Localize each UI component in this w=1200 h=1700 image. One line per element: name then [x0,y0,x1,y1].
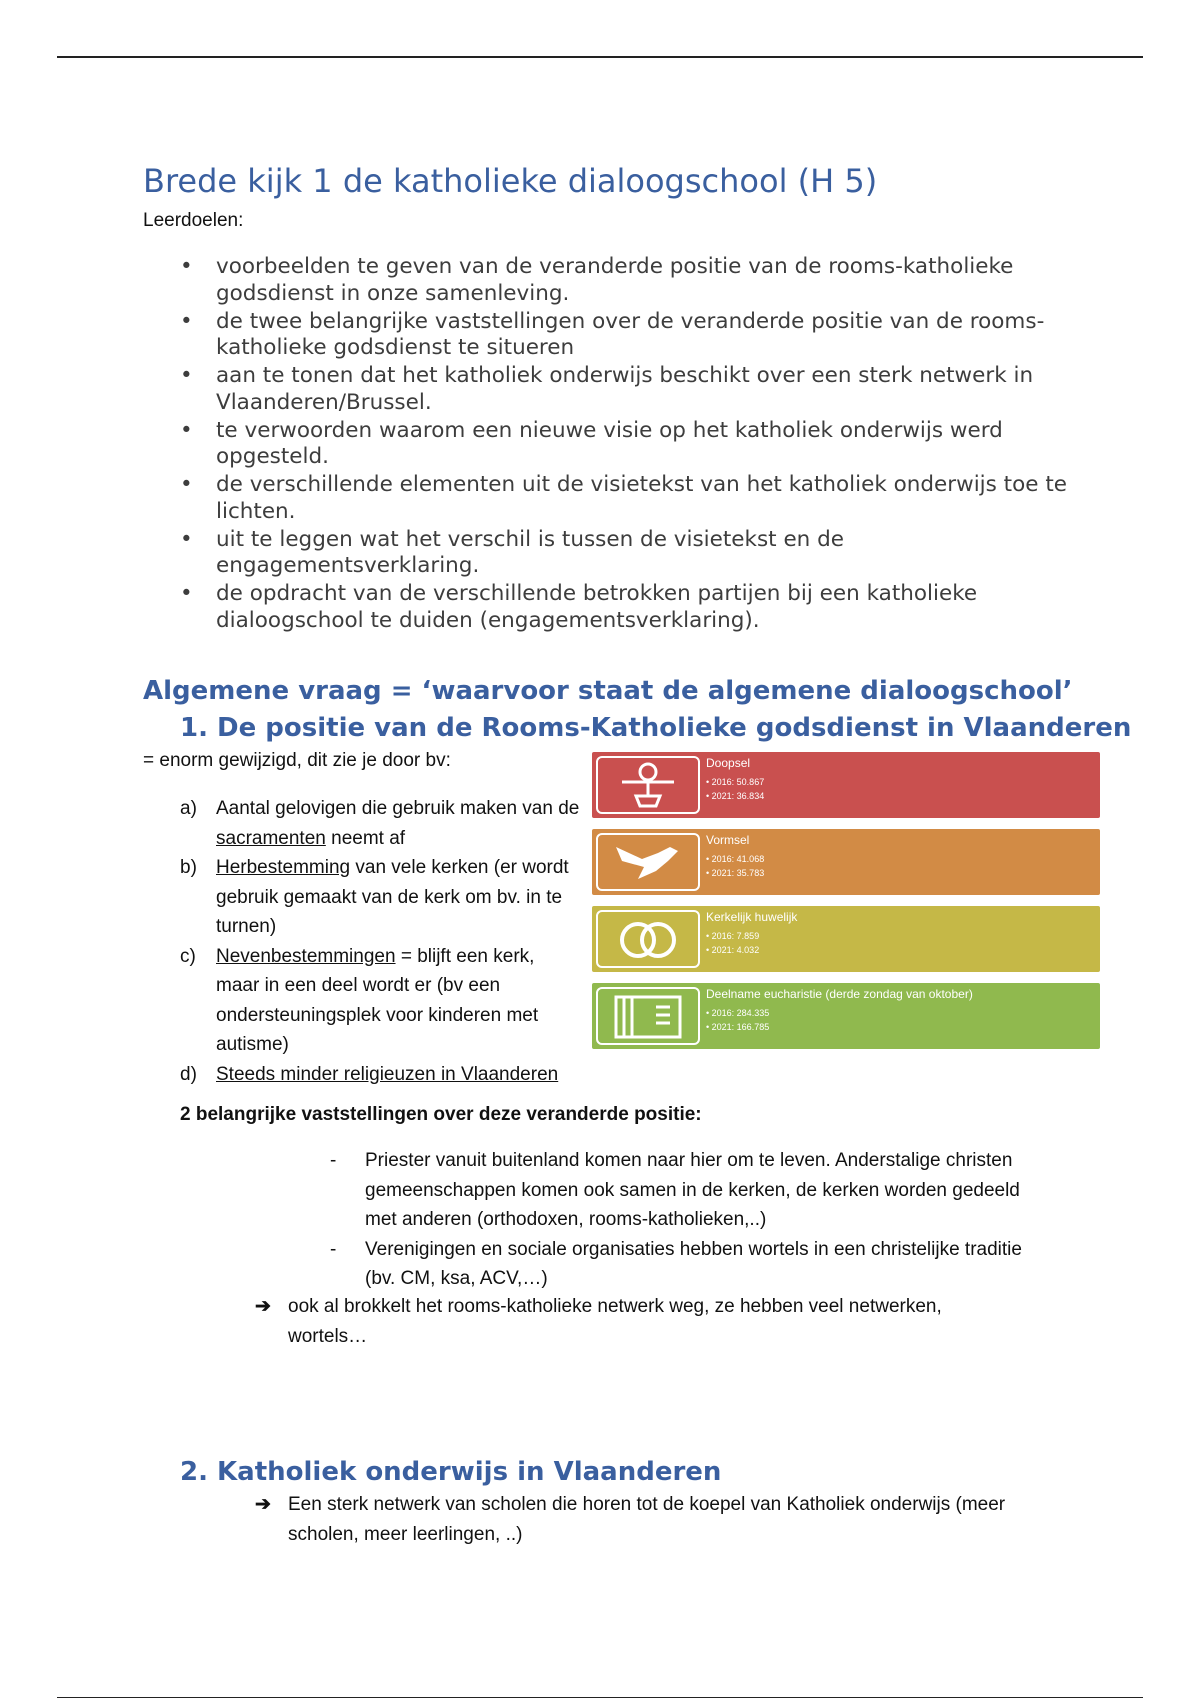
conclusion-point [255,1292,1015,1351]
dove-icon [596,833,700,891]
list-item: - Priester vanuit buitenland komen naar hier om te leven. Anderstalige christen gemeenschappen komen ook samen in de kerken, de kerken worden gedeeld met anderen (orthodoxen, rooms-katholieken,..) [330,1146,1030,1235]
row-title: Deelname eucharistie (derde zondag van oktober) [706,987,973,1001]
row-title: Vormsel [706,833,750,847]
baby-icon [596,756,700,814]
infographic-row-doopsel [592,752,1100,818]
sacraments-infographic [592,752,1100,1060]
row-stat: • 2021: 36.834 [706,791,765,801]
list-item: - Verenigingen en sociale organisaties hebben wortels in een christelijke traditie (bv. CM, ksa, ACV,…) [330,1235,1030,1294]
conclusion-text: ook al brokkelt het rooms-katholieke netwerk weg, ze hebben veel netwerken, wortels… [288,1296,942,1347]
list-marker: d) [180,1063,197,1085]
section2-point [255,1490,1015,1549]
list-item: • de verschillende elementen uit de visietekst van het katholiek onderwijs toe te lichten. [180,472,1080,525]
leerdoelen-list [180,254,1080,636]
row-stat: • 2016: 7.859 [706,931,760,941]
row-title: Doopsel [706,756,751,770]
list-marker: a) [180,798,197,819]
list-item: • de twee belangrijke vaststellingen over de veranderde positie van de rooms-katholieke godsdienst te situeren [180,309,1080,362]
section2-heading: 2. Katholiek onderwijs in Vlaanderen [180,1457,722,1487]
list-item: • voorbeelden te geven van de veranderde positie van de rooms-katholieke godsdienst in onze samenleving. [180,254,1080,307]
list-item: c) Nevenbestemmingen = blijft een kerk, maar in een deel wordt er (bv een ondersteuningsplek voor kinderen met autisme) [180,942,580,1060]
section1-heading: 1. De positie van de Rooms-Katholieke godsdienst in Vlaanderen [180,713,1132,743]
row-stat: • 2016: 41.068 [706,854,765,864]
algemene-vraag-heading: Algemene vraag = ‘waarvoor staat de algemene dialoogschool’ [143,676,1073,706]
changes-list [180,794,580,1089]
list-marker: c) [180,945,196,967]
list-item: b) Herbestemming van vele kerken (er wordt gebruik gemaakt van de kerk om bv. in te turnen) [180,853,580,942]
arrow-icon: ➔ [255,1494,271,1515]
section2-point-text: Een sterk netwerk van scholen die horen tot de koepel van Katholiek onderwijs (meer scholen, meer leerlingen, ..) [288,1494,1006,1545]
list-item: a) Aantal gelovigen die gebruik maken van de sacramenten neemt af [180,794,580,853]
row-stat: • 2021: 4.032 [706,945,760,955]
page-title: Brede kijk 1 de katholieke dialoogschool (H 5) [143,162,878,200]
section1-intro: = enorm gewijzigd, dit zie je door bv: [143,750,451,771]
row-stat: • 2021: 166.785 [706,1022,770,1032]
leerdoelen-label: Leerdoelen: [143,210,244,231]
list-marker: b) [180,857,197,878]
infographic-row-eucharistie [592,983,1100,1049]
header-rule [57,56,1143,58]
rings-icon [596,910,700,968]
infographic-row-vormsel [592,829,1100,895]
row-stat: • 2016: 50.867 [706,777,765,787]
book-icon [596,987,700,1045]
row-stat: • 2016: 284.335 [706,1008,770,1018]
list-item: • de opdracht van de verschillende betrokken partijen bij een katholieke dialoogschool te duiden (engagementsverklaring). [180,581,1080,634]
list-item: • uit te leggen wat het verschil is tussen de visietekst en de engagementsverklaring. [180,527,1080,580]
list-item: • te verwoorden waarom een nieuwe visie op het katholiek onderwijs werd opgesteld. [180,418,1080,471]
arrow-icon: ➔ [255,1296,271,1317]
vaststellingen-heading: 2 belangrijke vaststellingen over deze veranderde positie: [180,1104,702,1125]
row-stat: • 2021: 35.783 [706,868,765,878]
row-title: Kerkelijk huwelijk [706,910,798,924]
footer-rule [57,1697,1143,1698]
list-item: d) Steeds minder religieuzen in Vlaanderen [180,1060,580,1090]
list-item: • aan te tonen dat het katholiek onderwijs beschikt over een sterk netwerk in Vlaanderen/Brussel. [180,363,1080,416]
vaststellingen-list [330,1146,1030,1294]
infographic-row-huwelijk [592,906,1100,972]
